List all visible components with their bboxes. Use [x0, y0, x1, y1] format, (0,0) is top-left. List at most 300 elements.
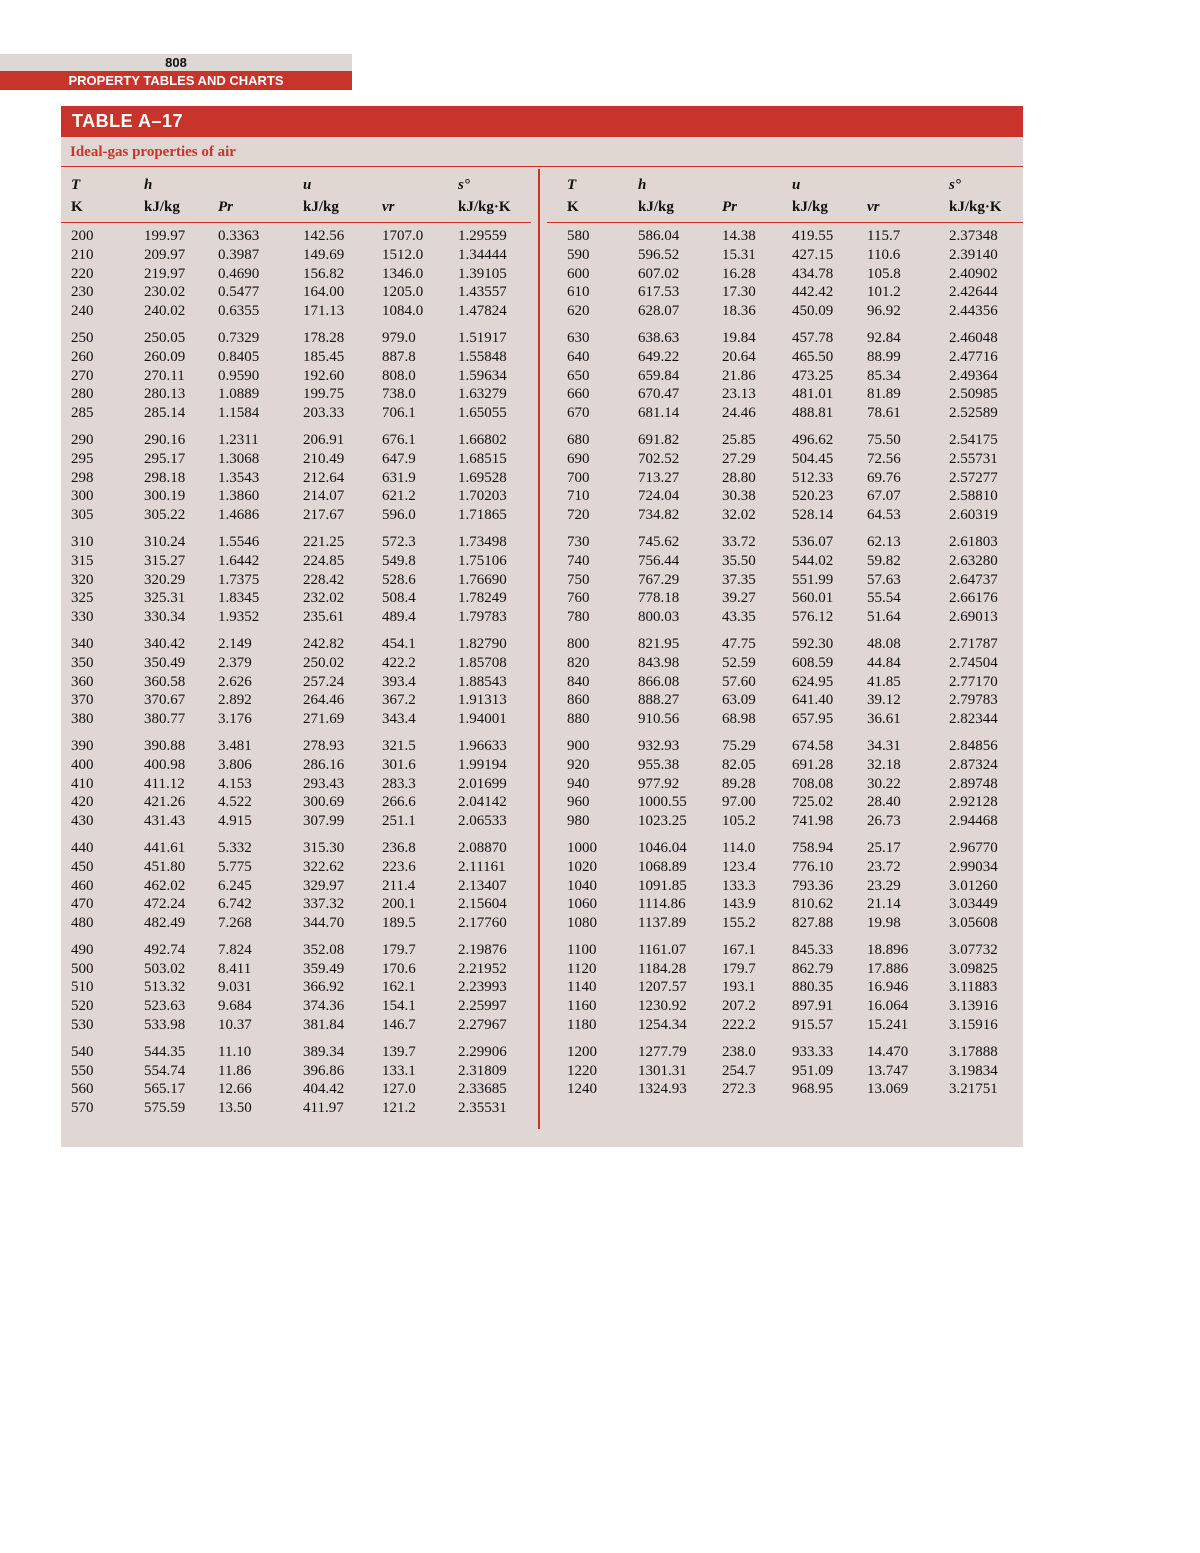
table-cell: 240 — [71, 303, 94, 320]
table-cell: 149.69 — [303, 246, 345, 263]
table-cell: 35.50 — [722, 552, 756, 569]
table-cell: 2.892 — [218, 692, 252, 709]
table-cell: 16.946 — [867, 979, 909, 996]
header-symbol: u — [303, 177, 312, 193]
table-row — [61, 227, 537, 246]
table-cell: 1161.07 — [638, 941, 687, 958]
table-cell: 72.56 — [867, 450, 901, 467]
header-unit: kJ/kg·K — [949, 199, 1002, 215]
table-cell: 1023.25 — [638, 813, 687, 830]
table-cell: 2.49364 — [949, 367, 998, 384]
table-cell: 1.9352 — [218, 609, 260, 626]
table-cell: 2.71787 — [949, 635, 998, 652]
table-cell: 235.61 — [303, 609, 345, 626]
table-cell: 1.79783 — [458, 609, 507, 626]
table-cell: 23.29 — [867, 877, 901, 894]
table-cell: 52.59 — [722, 654, 756, 671]
section-title: PROPERTY TABLES AND CHARTS — [0, 71, 352, 90]
table-cell: 827.88 — [792, 915, 834, 932]
table-cell: 1.2311 — [218, 431, 259, 448]
table-row — [547, 895, 1023, 914]
table-cell: 17.886 — [867, 960, 909, 977]
table-row — [61, 348, 537, 367]
table-cell: 381.84 — [303, 1017, 345, 1034]
table-cell: 236.8 — [382, 839, 416, 856]
table-row — [61, 589, 537, 608]
table-cell: 554.74 — [144, 1062, 186, 1079]
table-cell: 18.896 — [867, 941, 909, 958]
table-row — [61, 571, 537, 590]
table-cell: 30.38 — [722, 488, 756, 505]
table-cell: 1207.57 — [638, 979, 687, 996]
table-cell: 1.7375 — [218, 571, 260, 588]
row-group — [61, 941, 537, 1035]
table-cell: 690 — [567, 450, 590, 467]
row-group — [547, 737, 1023, 831]
table-cell: 1080 — [567, 915, 597, 932]
table-cell: 162.1 — [382, 979, 416, 996]
table-cell: 810.62 — [792, 896, 834, 913]
table-cell: 400.98 — [144, 756, 186, 773]
table-cell: 1.66802 — [458, 431, 507, 448]
table-cell: 431.43 — [144, 813, 186, 830]
header-symbols-row — [547, 177, 1017, 199]
table-cell: 2.379 — [218, 654, 252, 671]
table-cell: 25.85 — [722, 431, 756, 448]
table-cell: 223.6 — [382, 858, 416, 875]
table-row — [547, 246, 1023, 265]
table-cell: 0.3987 — [218, 246, 260, 263]
row-group — [547, 227, 1023, 321]
table-cell: 230.02 — [144, 284, 186, 301]
table-cell: 530 — [71, 1017, 94, 1034]
table-cell: 315 — [71, 552, 94, 569]
table-row — [547, 348, 1023, 367]
table-cell: 110.6 — [867, 246, 901, 263]
table-cell: 4.153 — [218, 775, 252, 792]
table-cell: 576.12 — [792, 609, 834, 626]
table-cell: 280.13 — [144, 386, 186, 403]
table-cell: 1084.0 — [382, 303, 424, 320]
table-cell: 0.3363 — [218, 228, 260, 244]
table-cell: 310 — [71, 533, 94, 550]
table-cell: 270 — [71, 367, 94, 384]
table-row — [61, 385, 537, 404]
table-cell: 510 — [71, 979, 94, 996]
table-cell: 620 — [567, 303, 590, 320]
table-cell: 680 — [567, 431, 590, 448]
table-row — [61, 1043, 537, 1062]
table-cell: 266.6 — [382, 794, 416, 811]
table-cell: 4.915 — [218, 813, 252, 830]
table-cell: 3.19834 — [949, 1062, 998, 1079]
table-cell: 220 — [71, 265, 94, 282]
table-cell: 650 — [567, 367, 590, 384]
row-group — [61, 329, 537, 423]
table-row — [61, 487, 537, 506]
table-cell: 254.7 — [722, 1062, 756, 1079]
table-cell: 393.4 — [382, 673, 416, 690]
table-cell: 69.76 — [867, 469, 901, 486]
table-cell: 321.5 — [382, 737, 416, 754]
table-cell: 240.02 — [144, 303, 186, 320]
table-cell: 85.34 — [867, 367, 901, 384]
row-group — [547, 635, 1023, 729]
table-row — [547, 710, 1023, 729]
table-cell: 702.52 — [638, 450, 680, 467]
table-cell: 1000 — [567, 839, 597, 856]
table-cell: 2.01699 — [458, 775, 507, 792]
table-cell: 460 — [71, 877, 94, 894]
table-cell: 15.31 — [722, 246, 756, 263]
table-cell: 224.85 — [303, 552, 345, 569]
row-group — [547, 431, 1023, 525]
table-cell: 2.46048 — [949, 329, 998, 346]
table-cell: 3.01260 — [949, 877, 998, 894]
table-cell: 473.25 — [792, 367, 834, 384]
table-cell: 0.9590 — [218, 367, 260, 384]
table-cell: 1.6442 — [218, 552, 260, 569]
header-unit: kJ/kg — [144, 199, 180, 215]
table-cell: 36.61 — [867, 711, 901, 728]
table-cell: 624.95 — [792, 673, 834, 690]
table-cell: 2.40902 — [949, 265, 998, 282]
header-rule — [61, 222, 531, 223]
table-cell: 34.31 — [867, 737, 901, 754]
table-cell: 12.66 — [218, 1081, 252, 1098]
table-cell: 2.33685 — [458, 1081, 507, 1098]
table-cell: 78.61 — [867, 405, 901, 422]
table-cell: 607.02 — [638, 265, 680, 282]
table-cell: 575.59 — [144, 1100, 186, 1117]
table-row — [547, 1062, 1023, 1081]
table-cell: 2.57277 — [949, 469, 998, 486]
table-cell: 10.37 — [218, 1017, 252, 1034]
table-row — [61, 960, 537, 979]
table-cell: 2.66176 — [949, 590, 998, 607]
table-cell: 2.23993 — [458, 979, 507, 996]
table-cell: 1230.92 — [638, 998, 687, 1015]
table-row — [61, 793, 537, 812]
table-cell: 2.44356 — [949, 303, 998, 320]
table-cell: 2.35531 — [458, 1100, 507, 1117]
table-cell: 434.78 — [792, 265, 834, 282]
table-cell: 189.5 — [382, 915, 416, 932]
table-cell: 551.99 — [792, 571, 834, 588]
table-cell: 419.55 — [792, 228, 834, 244]
table-cell: 2.94468 — [949, 813, 998, 830]
table-cell: 330 — [71, 609, 94, 626]
table-cell: 592.30 — [792, 635, 834, 652]
table-cell: 257.24 — [303, 673, 345, 690]
table-cell: 352.08 — [303, 941, 345, 958]
table-cell: 1220 — [567, 1062, 597, 1079]
table-cell: 33.72 — [722, 533, 756, 550]
table-cell: 641.40 — [792, 692, 834, 709]
table-cell: 462.02 — [144, 877, 186, 894]
table-cell: 19.98 — [867, 915, 901, 932]
table-cell: 1512.0 — [382, 246, 424, 263]
table-cell: 139.7 — [382, 1043, 416, 1060]
table-cell: 230 — [71, 284, 94, 301]
table-row — [547, 404, 1023, 423]
table-cell: 305 — [71, 507, 94, 524]
table-cell: 504.45 — [792, 450, 834, 467]
table-cell: 1.65055 — [458, 405, 507, 422]
table-cell: 206.91 — [303, 431, 345, 448]
table-cell: 121.2 — [382, 1100, 416, 1117]
table-cell: 1.55848 — [458, 348, 507, 365]
table-row — [61, 737, 537, 756]
table-row — [547, 533, 1023, 552]
table-cell: 528.14 — [792, 507, 834, 524]
table-cell: 481.01 — [792, 386, 834, 403]
table-cell: 454.1 — [382, 635, 416, 652]
table-cell: 171.13 — [303, 303, 345, 320]
table-cell: 3.13916 — [949, 998, 998, 1015]
table-cell: 7.268 — [218, 915, 252, 932]
table-cell: 800.03 — [638, 609, 680, 626]
header-symbol: T — [567, 177, 577, 193]
table-cell: 380.77 — [144, 711, 186, 728]
table-cell: 390 — [71, 737, 94, 754]
table-cell: 536.07 — [792, 533, 834, 550]
table-cell: 260.09 — [144, 348, 186, 365]
table-cell: 11.86 — [218, 1062, 252, 1079]
table-cell: 738.0 — [382, 386, 416, 403]
table-cell: 1.4686 — [218, 507, 260, 524]
table-cell: 114.0 — [722, 839, 756, 856]
header-unit: kJ/kg — [303, 199, 339, 215]
table-cell: 2.74504 — [949, 654, 998, 671]
table-row — [61, 1080, 537, 1099]
table-cell: 1.75106 — [458, 552, 507, 569]
property-table — [61, 106, 1023, 1147]
table-cell: 217.67 — [303, 507, 345, 524]
table-cell: 16.064 — [867, 998, 909, 1015]
table-cell: 758.94 — [792, 839, 834, 856]
table-cell: 200.1 — [382, 896, 416, 913]
table-cell: 280 — [71, 386, 94, 403]
table-cell: 242.82 — [303, 635, 345, 652]
table-cell: 631.9 — [382, 469, 416, 486]
table-cell: 39.12 — [867, 692, 901, 709]
table-cell: 2.11161 — [458, 858, 506, 875]
table-cell: 1.71865 — [458, 507, 507, 524]
table-cell: 1060 — [567, 896, 597, 913]
table-cell: 298 — [71, 469, 94, 486]
table-cell: 860 — [567, 692, 590, 709]
table-cell: 250 — [71, 329, 94, 346]
table-cell: 1.43557 — [458, 284, 507, 301]
header-unit: kJ/kg — [638, 199, 674, 215]
table-cell: 1205.0 — [382, 284, 424, 301]
table-row — [61, 997, 537, 1016]
table-cell: 47.75 — [722, 635, 756, 652]
table-row — [547, 812, 1023, 831]
row-group — [61, 533, 537, 627]
table-cell: 57.60 — [722, 673, 756, 690]
table-cell: 133.1 — [382, 1062, 416, 1079]
table-cell: 1.88543 — [458, 673, 507, 690]
header-unit: kJ/kg·K — [458, 199, 511, 215]
table-cell: 3.176 — [218, 711, 252, 728]
table-cell: 2.04142 — [458, 794, 507, 811]
table-cell: 1.3068 — [218, 450, 260, 467]
header-symbols-row — [61, 177, 531, 199]
table-cell: 1140 — [567, 979, 597, 996]
table-cell: 955.38 — [638, 756, 680, 773]
table-cell: 310.24 — [144, 533, 186, 550]
table-cell: 1707.0 — [382, 228, 424, 244]
table-cell: 1254.34 — [638, 1017, 687, 1034]
table-cell: 488.81 — [792, 405, 834, 422]
table-cell: 596.52 — [638, 246, 680, 263]
table-cell: 26.73 — [867, 813, 901, 830]
table-cell: 691.82 — [638, 431, 680, 448]
table-cell: 1324.93 — [638, 1081, 687, 1098]
table-cell: 2.25997 — [458, 998, 507, 1015]
table-cell: 14.470 — [867, 1043, 909, 1060]
table-row — [547, 635, 1023, 654]
table-cell: 301.6 — [382, 756, 416, 773]
table-cell: 793.36 — [792, 877, 834, 894]
table-cell: 1240 — [567, 1081, 597, 1098]
table-cell: 185.45 — [303, 348, 345, 365]
table-row — [61, 756, 537, 775]
table-cell: 44.84 — [867, 654, 901, 671]
table-cell: 866.08 — [638, 673, 680, 690]
table-cell: 1.78249 — [458, 590, 507, 607]
table-row — [61, 506, 537, 525]
table-cell: 1184.28 — [638, 960, 687, 977]
table-row — [547, 1080, 1023, 1099]
table-cell: 271.69 — [303, 711, 345, 728]
table-cell: 11.10 — [218, 1043, 252, 1060]
table-cell: 123.4 — [722, 858, 756, 875]
table-cell: 676.1 — [382, 431, 416, 448]
table-cell: 821.95 — [638, 635, 680, 652]
table-cell: 2.89748 — [949, 775, 998, 792]
table-cell: 910.56 — [638, 711, 680, 728]
table-cell: 2.58810 — [949, 488, 998, 505]
table-cell: 179.7 — [382, 941, 416, 958]
table-cell: 7.824 — [218, 941, 252, 958]
header-units-row — [547, 199, 1017, 221]
header-unit: kJ/kg — [792, 199, 828, 215]
table-cell: 1.82790 — [458, 635, 507, 652]
table-cell: 15.241 — [867, 1017, 909, 1034]
header-symbol: s° — [949, 177, 961, 193]
table-cell: 39.27 — [722, 590, 756, 607]
table-row — [61, 654, 537, 673]
table-row — [547, 450, 1023, 469]
table-cell: 193.1 — [722, 979, 756, 996]
table-cell: 3.05608 — [949, 915, 998, 932]
table-cell: 164.00 — [303, 284, 345, 301]
table-cell: 745.62 — [638, 533, 680, 550]
table-cell: 214.07 — [303, 488, 345, 505]
table-cell: 212.64 — [303, 469, 345, 486]
table-row — [61, 608, 537, 627]
table-cell: 2.37348 — [949, 228, 998, 244]
table-cell: 3.481 — [218, 737, 252, 754]
table-cell: 37.35 — [722, 571, 756, 588]
table-cell: 170.6 — [382, 960, 416, 977]
table-row — [547, 941, 1023, 960]
table-cell: 572.3 — [382, 533, 416, 550]
table-cell: 293.43 — [303, 775, 345, 792]
table-cell: 89.28 — [722, 775, 756, 792]
row-group — [61, 635, 537, 729]
table-cell: 325 — [71, 590, 94, 607]
table-cell: 465.50 — [792, 348, 834, 365]
table-cell: 1.76690 — [458, 571, 507, 588]
table-cell: 621.2 — [382, 488, 416, 505]
table-cell: 649.22 — [638, 348, 680, 365]
table-cell: 96.92 — [867, 303, 901, 320]
table-cell: 350 — [71, 654, 94, 671]
table-cell: 608.59 — [792, 654, 834, 671]
table-cell: 295.17 — [144, 450, 186, 467]
table-cell: 523.63 — [144, 998, 186, 1015]
header-symbol: T — [71, 177, 81, 193]
table-cell: 951.09 — [792, 1062, 834, 1079]
table-cell: 88.99 — [867, 348, 901, 365]
table-cell: 2.52589 — [949, 405, 998, 422]
table-cell: 400 — [71, 756, 94, 773]
row-group — [61, 227, 537, 321]
table-cell: 75.29 — [722, 737, 756, 754]
table-cell: 2.60319 — [949, 507, 998, 524]
table-cell: 41.85 — [867, 673, 901, 690]
table-cell: 343.4 — [382, 711, 416, 728]
table-cell: 1046.04 — [638, 839, 687, 856]
table-cell: 647.9 — [382, 450, 416, 467]
table-cell: 2.69013 — [949, 609, 998, 626]
table-cell: 380 — [71, 711, 94, 728]
table-cell: 105.2 — [722, 813, 756, 830]
table-cell: 25.17 — [867, 839, 901, 856]
table-row — [61, 283, 537, 302]
table-cell: 59.82 — [867, 552, 901, 569]
table-cell: 845.33 — [792, 941, 834, 958]
table-cell: 2.39140 — [949, 246, 998, 263]
table-cell: 207.2 — [722, 998, 756, 1015]
header-unit: vr — [867, 199, 880, 215]
table-cell: 8.411 — [218, 960, 252, 977]
table-cell: 544.35 — [144, 1043, 186, 1060]
table-cell: 81.89 — [867, 386, 901, 403]
table-cell: 580 — [567, 228, 590, 244]
table-row — [547, 552, 1023, 571]
table-cell: 776.10 — [792, 858, 834, 875]
table-cell: 900 — [567, 737, 590, 754]
header-rule — [547, 222, 1023, 223]
table-row — [547, 1016, 1023, 1035]
table-cell: 489.4 — [382, 609, 416, 626]
table-row — [547, 302, 1023, 321]
table-row — [61, 858, 537, 877]
table-row — [547, 691, 1023, 710]
table-row — [61, 775, 537, 794]
table-cell: 750 — [567, 571, 590, 588]
row-group — [61, 737, 537, 831]
table-cell: 2.08870 — [458, 839, 507, 856]
table-cell: 713.27 — [638, 469, 680, 486]
table-cell: 0.6355 — [218, 303, 260, 320]
table-cell: 1180 — [567, 1017, 597, 1034]
